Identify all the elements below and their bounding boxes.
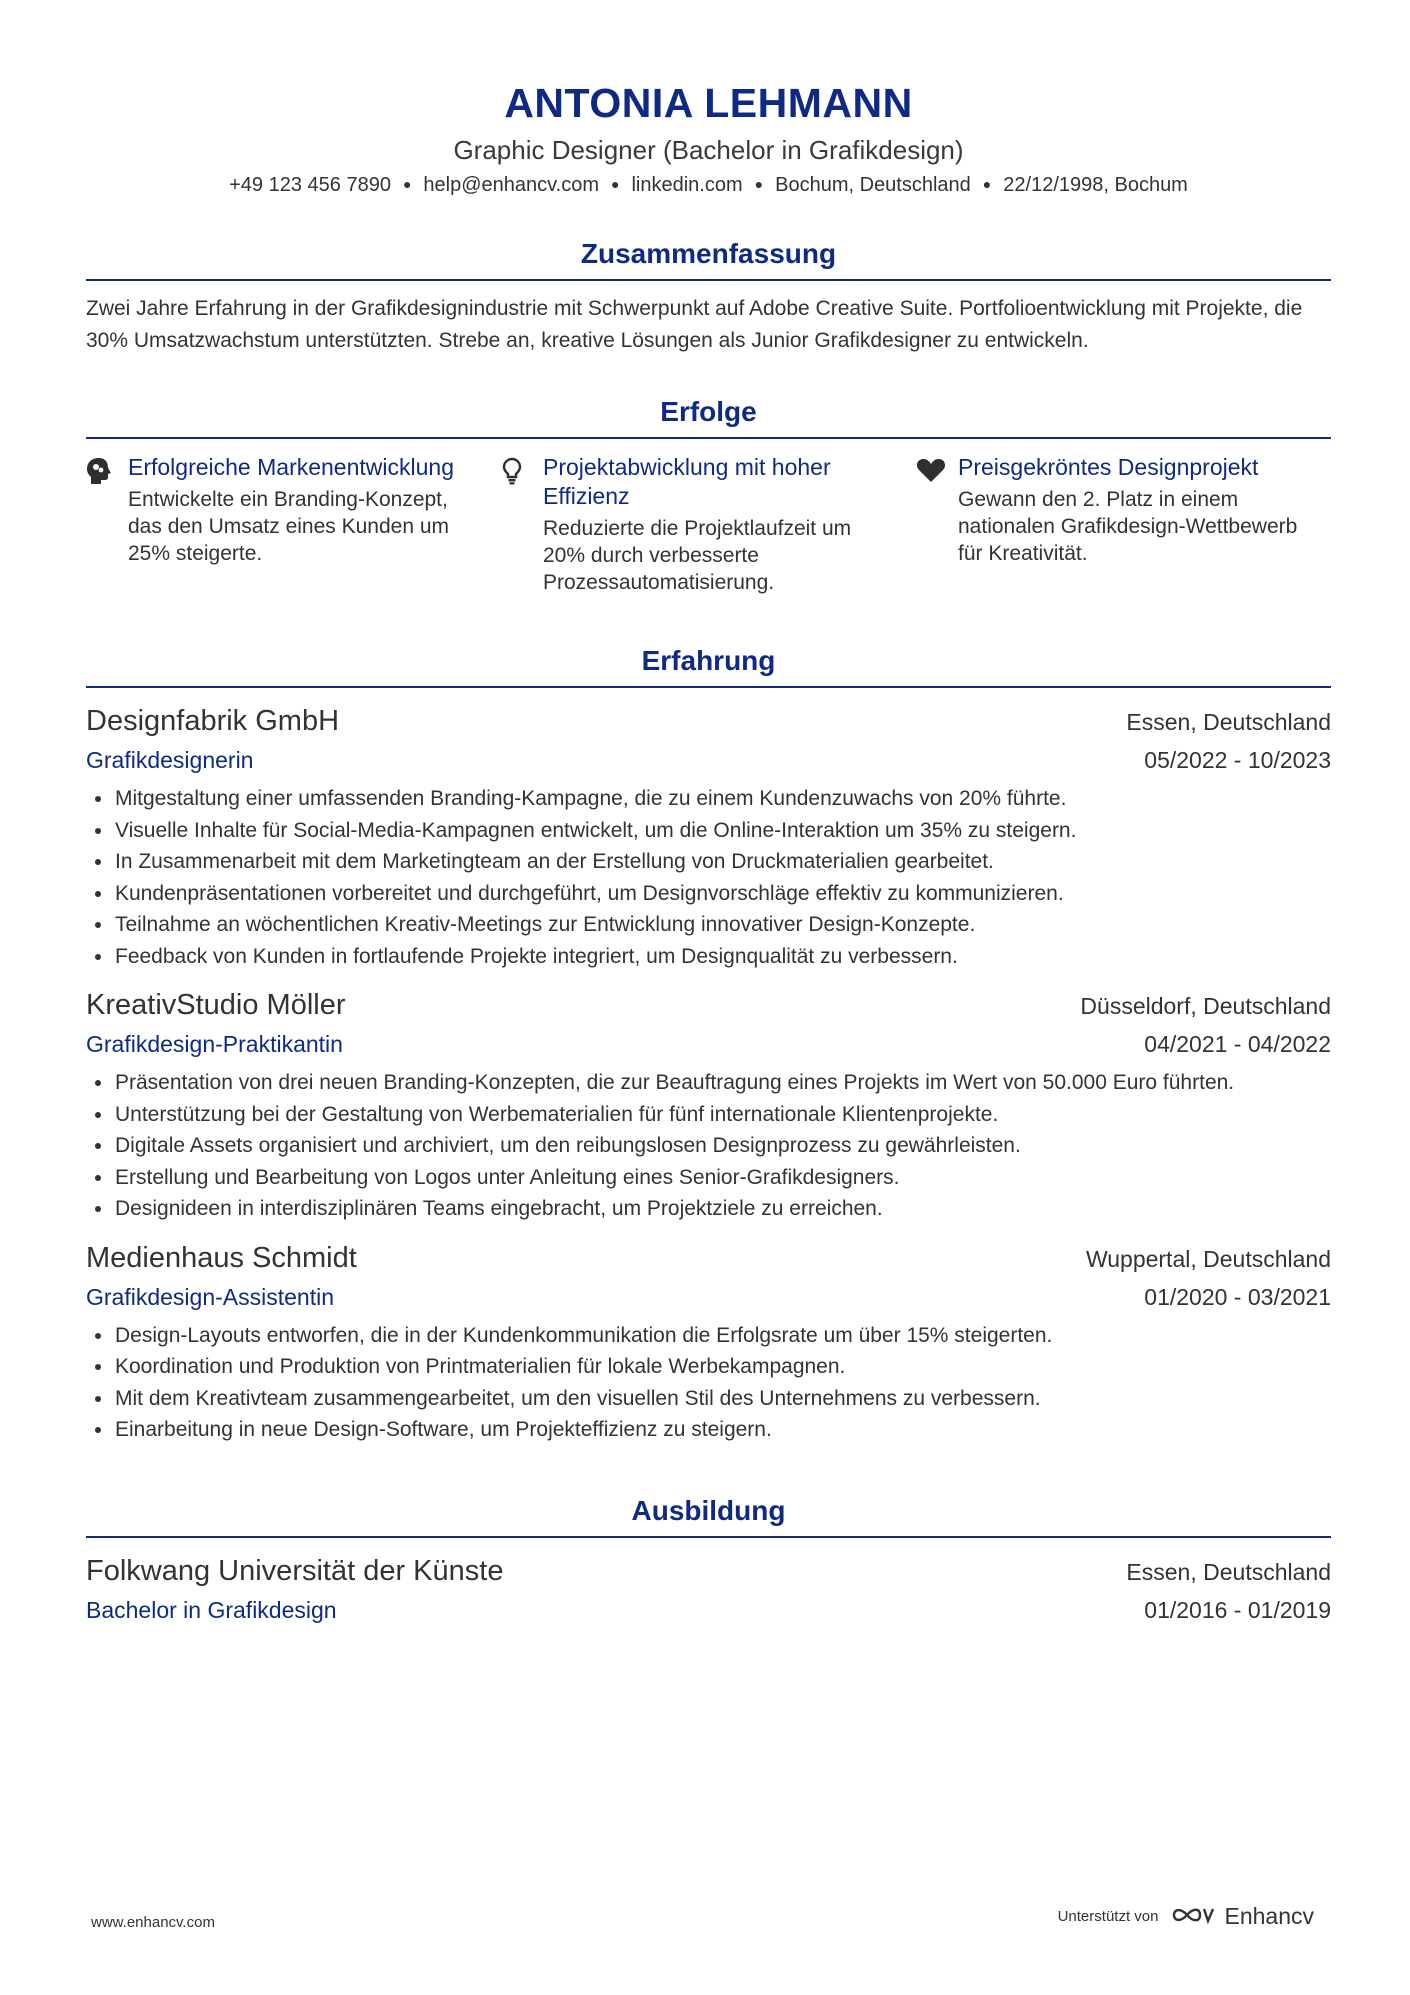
job-bullet: Mitgestaltung einer umfassenden Branding-Kampagne, die zu einem Kundenzuwachs von 20% führte. [86, 783, 1331, 815]
education-entry [86, 1552, 1331, 1629]
brain-head-icon [86, 453, 128, 596]
job-company: Designfabrik GmbH [86, 705, 340, 737]
footer-branding [1058, 1903, 1314, 1930]
contact-birth: 22/12/1998, Bochum [1003, 174, 1188, 196]
experience-heading: Erfahrung [86, 644, 1331, 688]
achievement-title: Preisgekröntes Designprojekt [958, 454, 1259, 480]
contact-separator: ● [611, 176, 620, 192]
job-bullet: Feedback von Kunden in fortlaufende Projekte integriert, um Designqualität zu verbessern. [86, 941, 1331, 973]
education-dates: 01/2016 - 01/2019 [1144, 1596, 1331, 1623]
achievement-item [501, 453, 916, 596]
job-bullet: In Zusammenarbeit mit dem Marketingteam an der Erstellung von Druckmaterialien gearbeitet. [86, 846, 1331, 878]
job-bullet: Koordination und Produktion von Printmaterialien für lokale Werbekampagnen. [86, 1351, 1331, 1383]
job-bullet: Visuelle Inhalte für Social-Media-Kampagnen entwickelt, um die Online-Interaktion um 35% zu steigern. [86, 815, 1331, 847]
job-bullet: Digitale Assets organisiert und archiviert, um den reibungslosen Designprozess zu gewährleisten. [86, 1130, 1331, 1162]
job-bullets [86, 783, 1331, 972]
education-school: Folkwang Universität der Künste [86, 1554, 504, 1587]
job-bullet: Design-Layouts entworfen, die in der Kundenkommunikation die Erfolgsrate um über 15% steigerten. [86, 1320, 1331, 1352]
job-bullet: Präsentation von drei neuen Branding-Konzepten, die zur Beauftragung eines Projekts im Wert von 50.000 Euro führten. [86, 1067, 1331, 1099]
contact-email[interactable]: help@enhancv.com [423, 174, 600, 196]
education-degree: Bachelor in Grafikdesign [86, 1596, 337, 1623]
summary-text: Zwei Jahre Erfahrung in der Grafikdesignindustrie mit Schwerpunkt auf Adobe Creative Suite. Portfolioentwicklung mit Projekte, die 30% Umsatzwachstum unterstützten. Strebe an, kreative Lösungen als Junior Grafikdesigner zu entwickeln. [86, 297, 1303, 352]
achievement-desc: Reduzierte die Projektlaufzeit um 20% durch verbesserte Prozessautomatisierung. [543, 517, 852, 594]
summary-section [86, 237, 1331, 357]
job-bullet: Mit dem Kreativteam zusammengearbeitet, um den visuellen Stil des Unternehmens zu verbessern. [86, 1383, 1331, 1415]
achievements-list [86, 453, 1331, 596]
contact-location: Bochum, Deutschland [775, 174, 971, 196]
job-location: Essen, Deutschland [1126, 709, 1331, 735]
job-entry [86, 986, 1331, 1225]
achievement-desc: Gewann den 2. Platz in einem nationalen Grafikdesign-Wettbewerb für Kreativität. [958, 488, 1298, 565]
footer-website[interactable]: www.enhancv.com [91, 1914, 215, 1931]
job-location: Düsseldorf, Deutschland [1080, 993, 1331, 1019]
job-subheader-row [86, 1278, 1331, 1316]
education-subheader-row [86, 1591, 1331, 1629]
achievement-title: Erfolgreiche Markenentwicklung [128, 454, 454, 480]
powered-by-label: Unterstützt von [1057, 1908, 1159, 1925]
contact-separator: ● [982, 176, 992, 192]
achievement-body [543, 453, 898, 596]
job-bullets [86, 1067, 1331, 1225]
summary-heading: Zusammenfassung [86, 237, 1331, 281]
job-company: Medienhaus Schmidt [86, 1241, 357, 1274]
achievement-body [958, 453, 1313, 596]
job-subheader-row [86, 741, 1331, 779]
education-location: Essen, Deutschland [1126, 1558, 1331, 1585]
education-section [86, 1494, 1331, 1629]
education-heading: Ausbildung [86, 1494, 1331, 1538]
job-dates: 05/2022 - 10/2023 [1144, 747, 1331, 773]
job-bullet: Unterstützung bei der Gestaltung von Werbematerialien für fünf internationale Klientenprojekte. [86, 1099, 1331, 1131]
job-company: KreativStudio Möller [86, 989, 346, 1021]
job-subheader-row [86, 1025, 1331, 1063]
job-bullet: Kundenpräsentationen vorbereitet und durchgeführt, um Designvorschläge effektiv zu kommunizieren. [86, 878, 1331, 910]
achievement-item [916, 453, 1331, 596]
enhancv-brand: Enhancv [1224, 1903, 1314, 1929]
contact-line [86, 170, 1331, 199]
contact-separator: ● [754, 176, 764, 192]
job-bullet: Teilnahme an wöchentlichen Kreativ-Meetings zur Entwicklung innovativer Design-Konzepte. [86, 909, 1331, 941]
contact-linkedin[interactable]: linkedin.com [631, 174, 743, 196]
job-role: Grafikdesign-Praktikantin [86, 1031, 343, 1057]
contact-separator: ● [402, 176, 412, 192]
resume-content [86, 0, 1331, 1629]
experience-section [86, 644, 1331, 1446]
job-bullets [86, 1320, 1331, 1446]
job-bullet: Einarbeitung in neue Design-Software, um Projekteffizienz zu steigern. [86, 1414, 1331, 1446]
job-role: Grafikdesign-Assistentin [86, 1283, 334, 1310]
job-bullet: Designideen in interdisziplinären Teams eingebracht, um Projektziele zu erreichen. [86, 1193, 1331, 1225]
job-dates: 01/2020 - 03/2021 [1144, 1283, 1331, 1310]
achievement-title: Projektabwicklung mit hoher Effizienz [543, 454, 831, 509]
job-dates: 04/2021 - 04/2022 [1144, 1031, 1331, 1057]
achievement-desc: Entwickelte ein Branding-Konzept, das den Umsatz eines Kunden um 25% steigerte. [128, 488, 450, 565]
job-entry [86, 702, 1331, 972]
job-location: Wuppertal, Deutschland [1085, 1245, 1331, 1272]
enhancv-logo-icon [1170, 1904, 1216, 1930]
candidate-name: ANTONIA LEHMANN [504, 80, 913, 126]
resume-header [86, 0, 1331, 199]
achievement-item [86, 453, 501, 596]
job-entry [86, 1239, 1331, 1446]
contact-phone: +49 123 456 7890 [229, 174, 391, 196]
candidate-title: Graphic Designer (Bachelor in Grafikdesign) [453, 135, 964, 165]
job-bullet: Erstellung und Bearbeitung von Logos unter Anleitung eines Senior-Grafikdesigners. [86, 1162, 1331, 1194]
lightbulb-icon [501, 453, 543, 596]
education-header-row [86, 1552, 1331, 1591]
achievements-heading: Erfolge [86, 395, 1331, 439]
achievement-body [128, 453, 483, 596]
job-header-row [86, 702, 1331, 741]
heart-icon [916, 453, 958, 596]
job-header-row [86, 986, 1331, 1025]
achievements-section [86, 395, 1331, 596]
job-role: Grafikdesignerin [86, 747, 254, 773]
job-header-row [86, 1239, 1331, 1278]
